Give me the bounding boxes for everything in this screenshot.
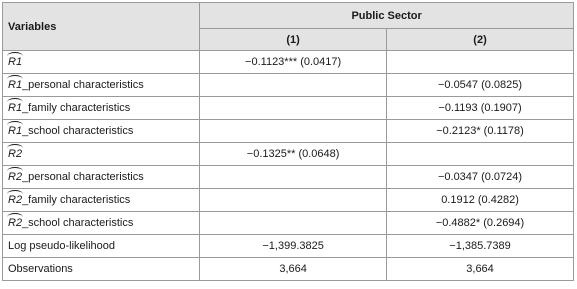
column-header-1: (1) xyxy=(200,29,387,51)
coef-col2: −0.4882* (0.2694) xyxy=(387,212,574,235)
coef-col2 xyxy=(387,143,574,166)
variable-suffix: _school characteristics xyxy=(22,217,134,229)
variable-symbol: R2 xyxy=(8,148,23,160)
variable-symbol: R2 xyxy=(8,217,23,229)
public-sector-header: Public Sector xyxy=(200,3,574,29)
variable-symbol: R2 xyxy=(8,194,23,206)
coef-col2 xyxy=(387,51,574,74)
stat-col2: −1,385.7389 xyxy=(387,235,574,258)
coef-col1 xyxy=(200,189,387,212)
variable-cell xyxy=(3,166,200,189)
coef-col2: −0.0547 (0.0825) xyxy=(387,74,574,97)
variable-cell xyxy=(3,189,200,212)
stat-col1: −1,399.3825 xyxy=(200,235,387,258)
variable-suffix: _family characteristics xyxy=(22,194,131,206)
table-row-log-likelihood xyxy=(3,235,574,258)
variable-suffix: _personal characteristics xyxy=(22,171,144,183)
coef-col1 xyxy=(200,166,387,189)
variable-cell xyxy=(3,51,200,74)
variable-symbol: R1 xyxy=(8,56,23,68)
variable-symbol: R1 xyxy=(8,125,23,137)
variable-suffix: _family characteristics xyxy=(22,102,131,114)
table-row xyxy=(3,74,574,97)
variable-suffix: _personal characteristics xyxy=(22,79,144,91)
table-row xyxy=(3,143,574,166)
table-row xyxy=(3,51,574,74)
variable-cell xyxy=(3,74,200,97)
table-row xyxy=(3,212,574,235)
coef-col2: −0.2123* (0.1178) xyxy=(387,120,574,143)
variable-symbol: R2 xyxy=(8,171,23,183)
variable-suffix: _school characteristics xyxy=(22,125,134,137)
variable-cell xyxy=(3,97,200,120)
coef-col2: −0.0347 (0.0724) xyxy=(387,166,574,189)
coef-col1 xyxy=(200,212,387,235)
variable-cell xyxy=(3,120,200,143)
coef-col1 xyxy=(200,120,387,143)
footer-label: Observations xyxy=(3,258,200,281)
stat-col1: 3,664 xyxy=(200,258,387,281)
table-row xyxy=(3,97,574,120)
table-row-observations xyxy=(3,258,574,281)
column-header-2: (2) xyxy=(387,29,574,51)
variable-cell xyxy=(3,143,200,166)
table-row xyxy=(3,120,574,143)
coef-col1: −0.1123*** (0.0417) xyxy=(200,51,387,74)
variable-symbol: R1 xyxy=(8,102,23,114)
coef-col2: 0.1912 (0.4282) xyxy=(387,189,574,212)
variable-cell xyxy=(3,212,200,235)
footer-label: Log pseudo-likelihood xyxy=(3,235,200,258)
coef-col1 xyxy=(200,74,387,97)
regression-table xyxy=(2,2,574,281)
coef-col1: −0.1325** (0.0648) xyxy=(200,143,387,166)
table-row xyxy=(3,189,574,212)
coef-col1 xyxy=(200,97,387,120)
variables-header: Variables xyxy=(3,3,200,51)
coef-col2: −0.1193 (0.1907) xyxy=(387,97,574,120)
table-row xyxy=(3,166,574,189)
stat-col2: 3,664 xyxy=(387,258,574,281)
variable-symbol: R1 xyxy=(8,79,23,91)
